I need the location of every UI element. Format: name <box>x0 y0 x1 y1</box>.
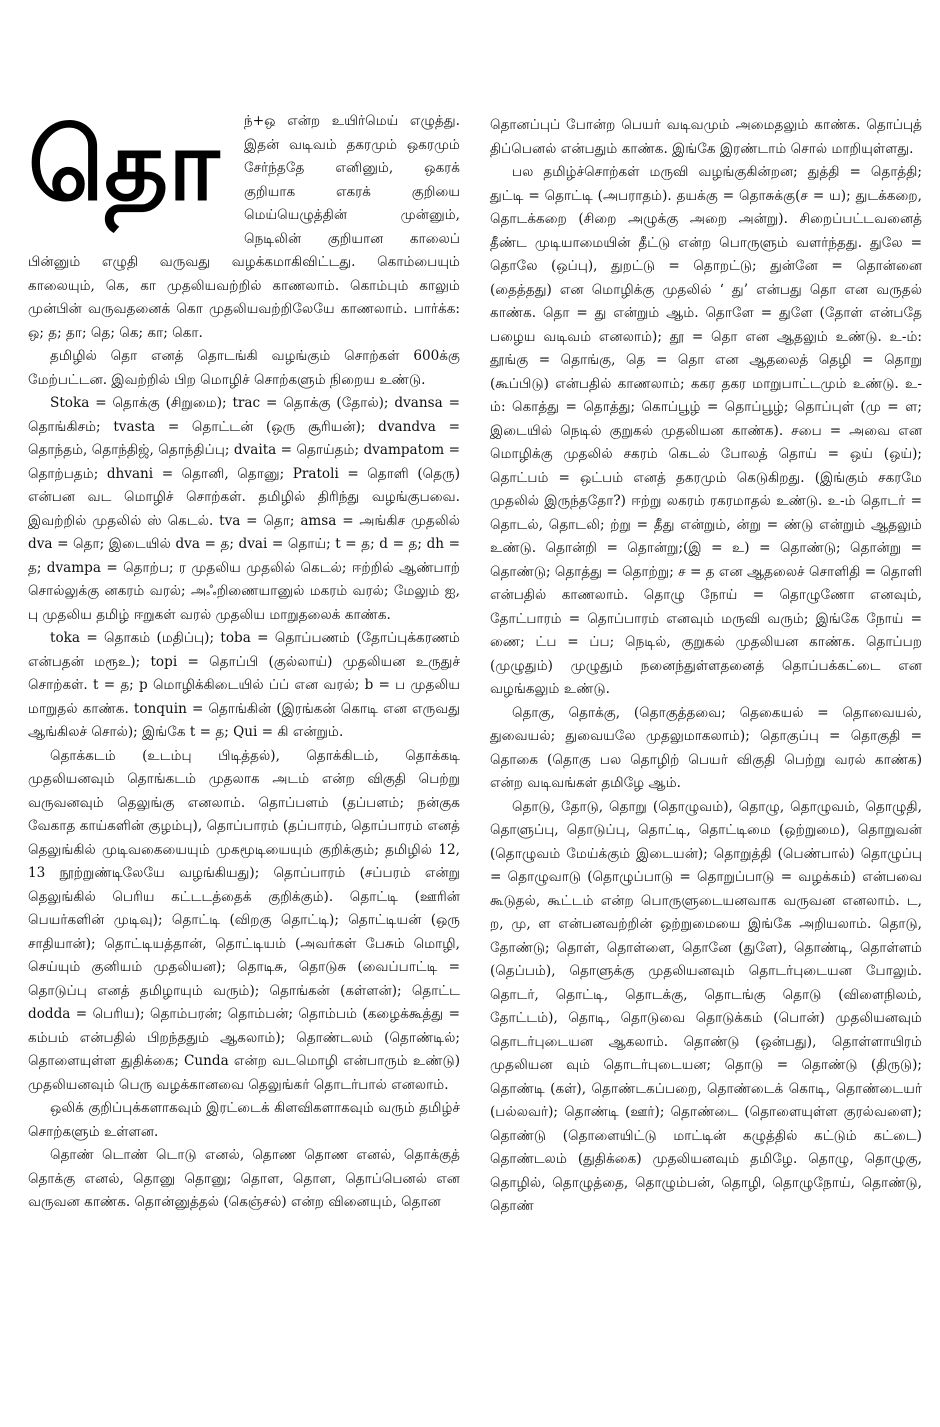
paragraph: தொனப்புப் போன்ற பெயர் வடிவமும் அமைதலும் காண்க. தொப்புத் திப்பெனல் என்பதும் காண்க. இங்கே இரண்டாம் சொல் மாறியுள்ளது. <box>490 117 922 157</box>
paragraph: ஒலிக் குறிப்புக்களாகவும் இரட்டைக் கிளவிகளாகவும் வரும் தமிழ்ச் சொற்களும் உள்ளன. <box>28 1100 460 1140</box>
paragraph: பல தமிழ்ச்சொற்கள் மருவி வழங்குகின்றன; துத்தி = தொத்தி; துட்டி = தொட்டி (அபராதம்). தயக்கு = தொசுக்கு(ச = ய); துடக்கறை, தொடக்கறை (சிறை அழுக்கு அறை அன்று). சிறைப்பட்டவனைத் தீண்ட முடியாமையின் தீட்டு என்ற பொருளும் வளர்ந்தது. துலே = தொலே (ஒப்பு), துறட்டு = தொறட்டு; துன்னே = தொன்னை (தைத்தது) என மொழிக்கு முதலில் ‘ து’ என்பது தொ என வருதல் காண்க. தொ = து என்றும் ஆம். தொளே = துளே (தோள் என்பதே பழைய வடிவம் எனலாம்); தூ = தொ என ஆதலும் உண்டு. உ-ம்: தூங்கு = தொங்கு, தெ = தொ என ஆதலைத் தெழி = தொறு (கூப்பிடு) என்பதில் காணலாம்; ககர தகர மாறுபாட்டமும் உண்டு. உ-ம்: கொத்து = தொத்து; கொப்பூழ் = தொப்பூழ்; தொப்புள் (மு = ள; இடையில் நெடில் குறுகல் முதலியன காண்க). சபை = அவை என மொழிக்கு முதலில் சகரம் கெடல் போலத் தொய் = ஒய் (ஒய்); தொட்பம் = ஒட்பம் எனத் தகரமும் கெடுகிறது. (இங்கும் சகரமே முதலில் இருந்ததோ?) ஈற்று லகரம் ரகரமாதல் உண்டு. உ-ம் தொடர் = தொடல், தொடலி; ற்று = தீது என்றும், ன்று = ண்டு என்றும் ஆதலும் உண்டு. தொன்றி = தொன்று;(இ = உ) = தொண்டு; தொன்று = தொண்டு; தொத்து = தொற்று; ச = த என ஆதலைச் சொளிதி = தொளி என்பதில் காணலாம். தொழு நோய் = தொழுணோ எனவும், தோட்பாரம் = தொப்பாரம் எனவும் மருவி வரும்; இங்கே நோய் = ணை; ட்ப = ப்ப; நெடில், குறுகல் முதலியன காண்க. தொப்பற (முழுதும்) முழுதும் நனைந்துள்ளதனைத் தொப்பக்கட்டை என வழங்கலும் உண்டு. <box>490 164 922 697</box>
paragraph: தமிழில் தொ எனத் தொடங்கி வழங்கும் சொற்கள் 600க்கு மேற்பட்டன. இவற்றில் பிற மொழிச் சொற்களும் நிறைய உண்டு. <box>28 348 460 388</box>
paragraph: toka = தொகம் (மதிப்பு); toba = தொப்பணம் (தோப்புக்கரணம் என்பதன் மரூஉ); topi = தொப்பி (குல்லாய்) முதலியன உருதுச் சொற்கள். t = த; p மொழிக்கிடையில் ப்ப் என வரல்; b = ப முதலிய மாறுதல் காண்க. tonquin = தொங்கின் (இரங்கன் கொடி என எருவது ஆங்கிலச் சொல்); இங்கே t = த; Qui = கி என்றும். <box>28 630 460 740</box>
paragraph: Stoka = தொக்கு (சிறுமை); trac = தொக்கு (தோல்); dvansa = தொங்கிசம்; tvasta = தொட்டன் (ஒரு சூரியன்); dvandva = தொந்தம், தொந்திஜ், தொந்திப்பு; dvaita = தொய்தம்; dvampatom = தொற்பதம்; dhvani = தொனி, தொனு; Pratoli = தொளி (தெரு) என்பன வட மொழிச் சொற்கள். தமிழில் திரிந்து வழங்குபவை. இவற்றில் முதலில் ஸ் கெடல். tva = தொ; amsa = அங்கிச முதலில் dva = தொ; இடையில் dva = த; dvai = தொய்; t = த; d = த; dh = த; dvampa = தொற்ப; ர முதலிய முதலில் கெடல்; ஈற்றில் ஆண்பாற் சொல்லுக்கு னகரம் வரல்; அஃறிணையானுல் மகரம் வரல்; மேலும் ஐ, பு முதலிய தமிழ் ஈறுகள் வரல் முதலிய மாறுதலைக் காண்க. <box>28 395 460 623</box>
paragraph: தொடு, தோடு, தொறு (தொழுவம்), தொழு, தொழுவம், தொழுதி, தொளுப்பு, தொடுப்பு, தொட்டி, தொட்டிமை (ஒற்றுமை), தொறுவன் (தொழுவம் மேய்க்கும் இடையன்); தொறுத்தி (பெண்பால்) தொழுப்பு = தொழுவாடு (தொழுப்பாடு = தொறுப்பாடு = வழக்கம்) என்பவை கூடுதல், கூட்டம் என்ற பொருளுடையனவாக வருவன எனலாம். ட, ற, மு, ள என்பனவற்றின் ஒற்றுமையை இங்கே அறியலாம். தொடு, தோண்டு; தொள், தொள்ளை, தொனே (துளே), தொண்டி, தொள்ளம் (தெப்பம்), தொளுக்கு முதலியனவும் தொடர்புடையன போலும். தொடர், தொட்டி, தொடக்கு, தொடங்கு தொடு (விளைநிலம், தோட்டம்), தொடி, தொடுவை தொடுக்கம் (பொன்) முதலியனவும் தொடர்புடையன ஆகலாம். தொண்டு (ஒன்பது), தொள்ளாயிரம் முதலியன வும் தொடர்புடையன; தொடு = தொண்டு (திருடு); தொண்டி (கள்), தொண்டகப்பறை, தொண்டைக் கொடி, தொண்டையர் (பல்லவர்); தொண்டி (ஊர்); தொண்டை (தொளையுள்ள குரல்வளை); தொண்டு (தொளையிட்டு மாட்டின் கழுத்தில் கட்டும் கட்டை) தொண்டலம் (துதிக்கை) முதலியனவும் தமிழே. தொழு, தொழுகு, தொழில், தொழுத்தை, தொழும்பன், தொழி, தொழுநோய், தொண்டு, தொண் <box>490 798 922 1214</box>
dictionary-page <box>28 110 920 1410</box>
paragraph: தொகு, தொக்கு, (தொகுத்தவை; தெகையல் = தொவையல், துவையல்; துவையலே முதலுமாகலாம்); தொகுப்பு = தொகுதி = தொகை (தொகு பல தொழிற் பெயர் விகுதி பெற்று வரல் காண்க) என்ற வடிவங்கள் தமிழே ஆம். <box>490 704 922 791</box>
left-column <box>28 110 460 1215</box>
right-column <box>490 114 922 1219</box>
paragraph: தொண் டொண் டொடு எனல், தொண தொண எனல், தொக்குத் தொக்கு எனல், தொனு தொனு; தொள, தொள, தொப்பெனல் என வருவன காண்க. தொன்னுத்தல் (கெஞ்சல்) என்ற வினையும், தொன <box>28 1147 460 1210</box>
paragraph: தொக்கடம் (உடம்பு பிடித்தல்), தொக்கிடம், தொக்கடி முதலியனவும் தொங்கடம் முதலாக அடம் என்ற விகுதி பெற்று வருவனவும் தெலுங்கு எனலாம். தொப்பளம் (தப்பளம்; நன்குக வேகாத காய்களின் குழம்பு), தொப்பாரம் (தப்பாரம், தொப்பாரம் எனத் தெலுங்கில் முடிவகையையும் முகமூடியையும் குறிக்கும்; தமிழில் 12, 13 நூற்றுண்டிலேயே வழங்கியது); தொப்பாரம் (சப்பரம் என்று தெலுங்கில் பெரிய கட்டடத்தைக் குறிக்கும்). தொட்டி (ஊரின் பெயர்களின் முடிவு); தொட்டி (விறகு தொட்டி); தொட்டியன் (ஒரு சாதியான்); தொட்டியத்தான், தொட்டியம் (அவர்கள் பேசும் மொழி, செய்யும் குனியம் முதலியன); தொடிசு, தொடுசு (வைப்பாட்டி = தொடுப்பு எனத் தமிழாயும் வரும்); தொங்கன் (கள்ளன்); தொட்ட dodda = பெரிய); தொம்பரன்; தொம்பன்; தொம்பம் (கழைக்கூத்து = கம்பம் என்பதில் பிறந்ததும் ஆகலாம்); தொண்டலம் (தொண்டில்; தொளையுள்ள துதிக்கை; Cunda என்ற வடமொழி என்பாரும் உண்டு) முதலியனவும் பெரு வழக்கானவை தெலுங்கர் தொடர்பால் எனலாம். <box>28 747 460 1093</box>
paragraph: ந்+ஒ என்ற உயிர்மெய் எழுத்து. இதன் வடிவம் தகரமும் ஒகரமும் சேர்ந்ததே எனினும், ஒகரக் குறியாக எகரக் குறியை மெய்யெழுத்தின் முன்னும், நெடிலின் குறியான காலைப் பின்னும் எழுதி வருவது வழக்கமாகிவிட்டது. கொம்பையும் காலையும், கெ, கா முதலியவற்றில் காணலாம். கொம்பும் காலும் முன்பின் வருவதனைக் கொ முதலியவற்றிலேயே காணலாம். பார்க்க: ஒ; த; தா; தெ; கெ; கா; கொ. <box>28 113 460 341</box>
headword-dropcap: தொ <box>28 108 216 223</box>
